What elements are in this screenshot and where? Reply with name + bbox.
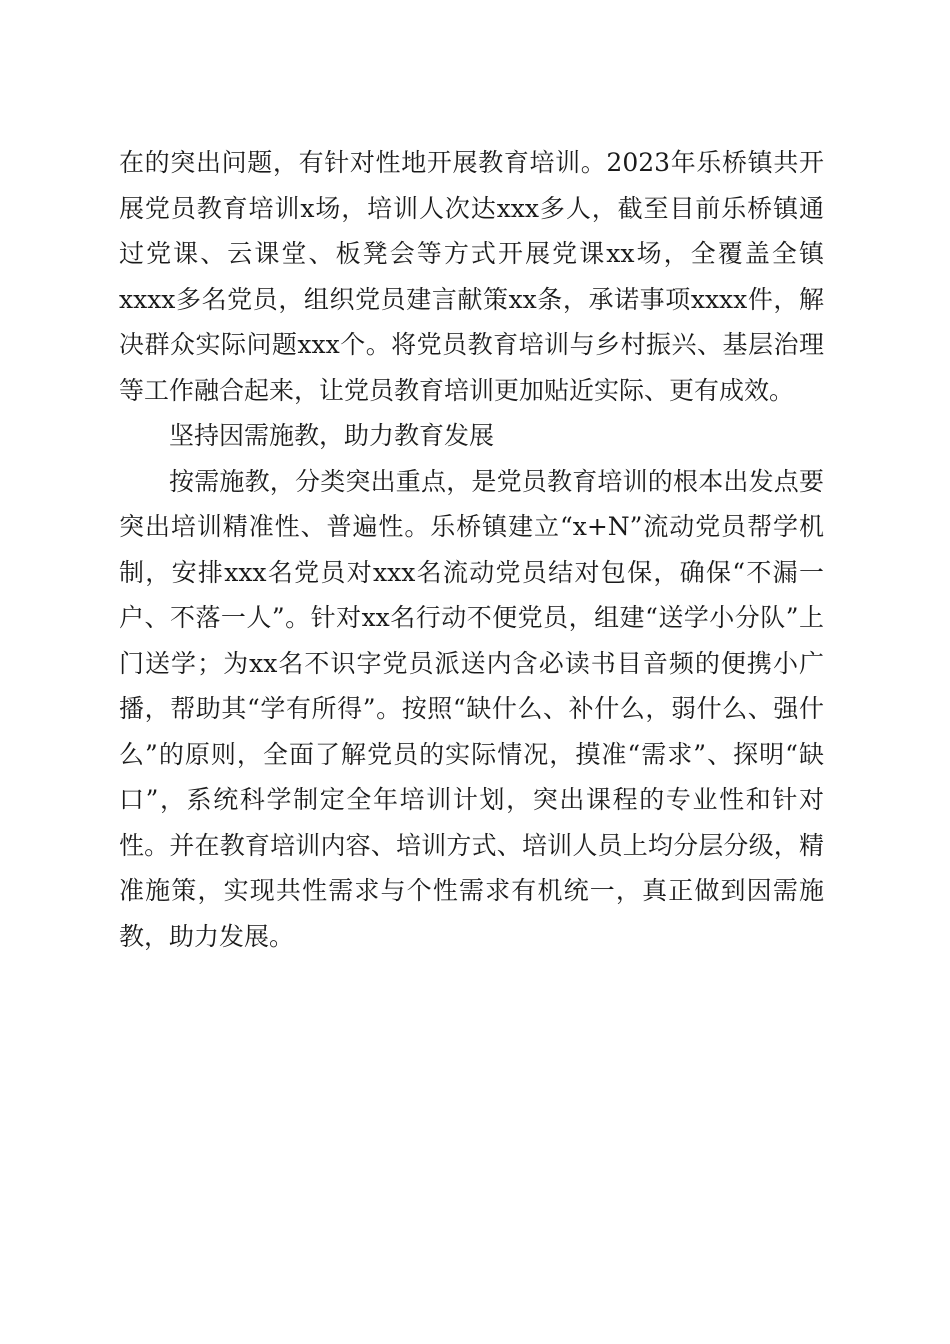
section-heading: 坚持因需施教，助力教育发展 [169, 421, 495, 450]
paragraph-body: 按需施教，分类突出重点，是党员教育培训的根本出发点要突出培训精准性、普遍性。乐桥镇建立“x+N”流动党员帮学机制，安排xxx名党员对xxx名流动党员结对包保，确保“不漏一户、不落一人”。针对xx名行动不便党员，组建“送学小分队”上门送学；为xx名不识字党员派送内含必读书目音频的便携小广播，帮助其“学有所得”。按照“缺什么、补什么，弱什么、强什么”的原则，全面了解党员的实际情况，摸准“需求”、探明“缺口”，系统科学制定全年培训计划，突出课程的专业性和针对性。并在教育培训内容、培训方式、培训人员上均分层分级，精准施策，实现共性需求与个性需求有机统一，真正做到因需施教，助力发展。 [119, 466, 824, 951]
document-body [119, 140, 824, 959]
paragraph-continued: 在的突出问题，有针对性地开展教育培训。2023年乐桥镇共开展党员教育培训x场，培训人次达xxx多人，截至目前乐桥镇通过党课、云课堂、板凳会等方式开展党课xx场，全覆盖全镇xxxx多名党员，组织党员建言献策xx条，承诺事项xxxx件，解决群众实际问题xxx个。将党员教育培训与乡村振兴、基层治理等工作融合起来，让党员教育培训更加贴近实际、更有成效。 [119, 148, 824, 405]
